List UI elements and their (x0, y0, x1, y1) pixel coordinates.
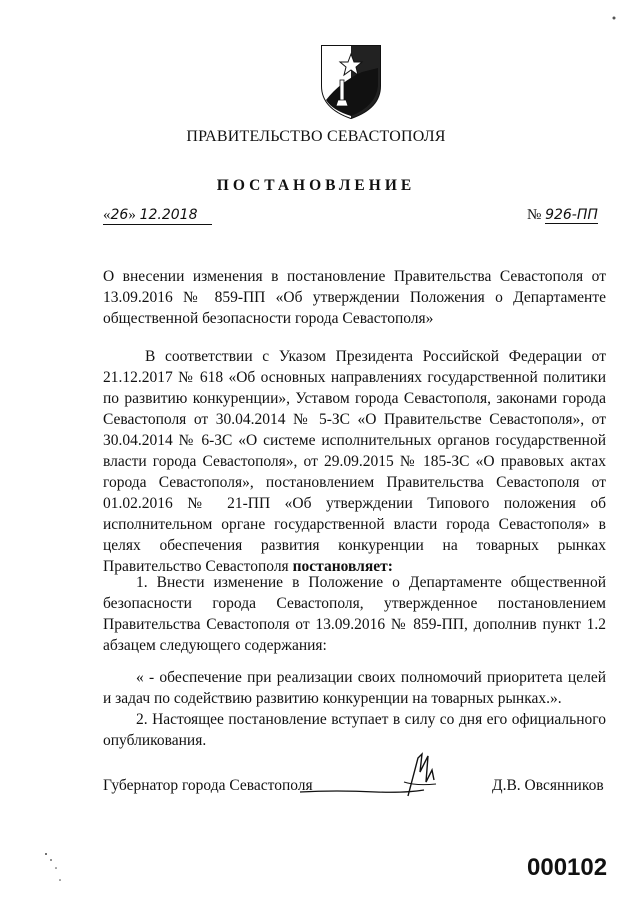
government-title: ПРАВИТЕЛЬСТВО СЕВАСТОПОЛЯ (186, 128, 446, 145)
preamble-paragraph (103, 346, 606, 577)
scan-speck-corner (611, 8, 617, 14)
item-2-paragraph: 2. Настоящее постановление вступает в силу со дня его официального опубликования. (103, 711, 606, 749)
date-open-quote: « (103, 207, 111, 223)
preamble-decree-word: постановляет (292, 558, 388, 575)
serial-number: 000102 (527, 854, 608, 881)
number-sign: № (527, 207, 542, 223)
signatory-position: Губернатор города Севастополя (103, 777, 313, 794)
document-type-title: ПОСТАНОВЛЕНИЕ (216, 177, 416, 194)
coat-of-arms-emblem (318, 42, 384, 120)
item-1-paragraph: 1. Внести изменение в Положение о Департаменте общественной безопасности города Севастополя, утвержденное постановлением Правительства Севастополя от 13.09.2016 № 859-ПП, дополнив пункт 1.2 абзацем следующего содержания: (103, 574, 606, 654)
document-subject: О внесении изменения в постановление Правительства Севастополя от 13.09.2016 № 859-ПП «Об утверждении Положения о Департаменте общественной безопасности города Севастополя» (103, 268, 606, 327)
document-number (527, 207, 598, 224)
date-month-year: 12.2018 (139, 207, 198, 223)
scan-speck-marks (42, 850, 66, 890)
handwritten-signature (296, 752, 466, 802)
document-date (103, 207, 212, 225)
date-close-quote: » (128, 207, 136, 223)
preamble-colon: : (387, 558, 393, 575)
preamble-text: В соответствии с Указом Президента Российской Федерации от 21.12.2017 № 618 «Об основных направлениях государственной политики по развитию конкуренции», Уставом города Севастополя, законами города Севастополя от 30.04.2014 № 5-ЗС «О Правительстве Севастополя», от 30.04.2014 № 6-ЗС «О системе исполнительных органов государственной власти города Севастополя», от 29.09.2015 № 185-ЗС «О правовых актах города Севастополя», постановлением Правительства Севастополя от 01.02.2016 № 21-ПП «Об утверждении Типового положения об исполнительном органе государственной власти города Севастополя» в целях обеспечения развития конкуренции на товарных рынках Правительство Севастополя (103, 348, 606, 575)
number-value: 926-ПП (545, 207, 598, 223)
item-1-quote-paragraph: « - обеспечение при реализации своих полномочий приоритета целей и задач по содействию развитию конкуренции на товарных рынках.». (103, 669, 606, 707)
signatory-name: Д.В. Овсянников (492, 777, 604, 794)
date-day: 26 (110, 207, 129, 223)
